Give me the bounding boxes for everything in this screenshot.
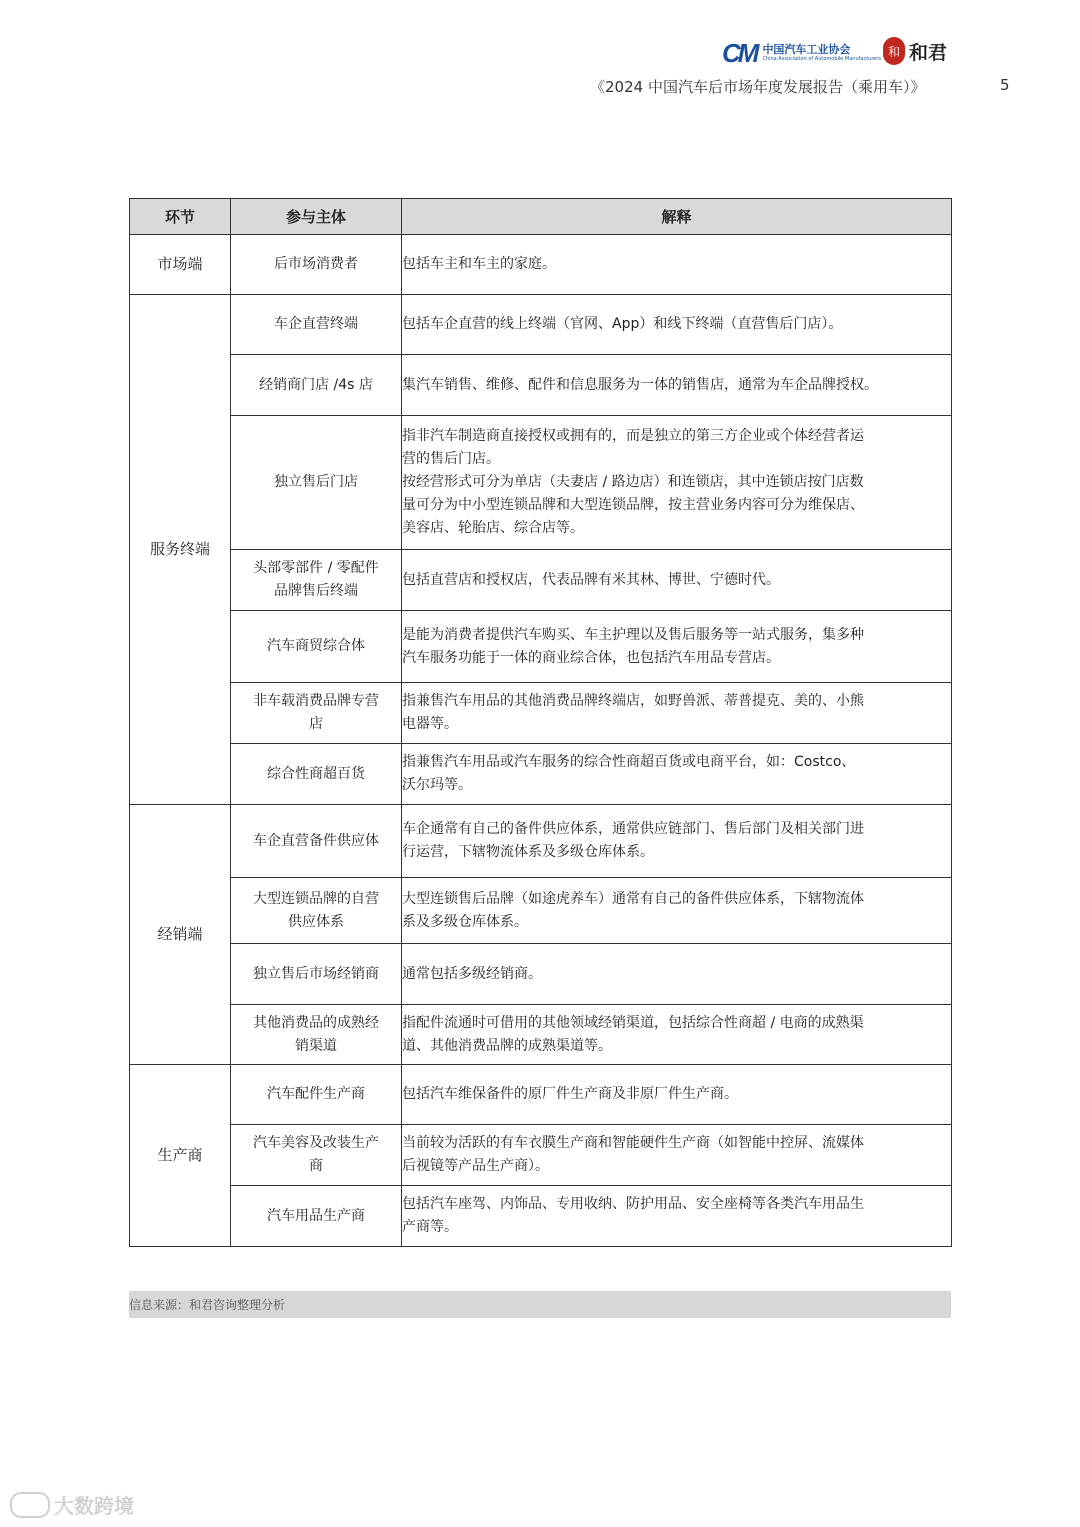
participant-cell [231,235,402,295]
column-header: 参与主体 [231,199,402,235]
participant-cell [231,744,402,805]
text-line: 包括车企直营的线上终端（官网、App）和线下终端（直营售后门店）。 [402,316,843,332]
text-line: 指兼售汽车用品或汽车服务的综合性商超百货或电商平台，如：Costco、 [402,754,856,770]
participant-cell [231,878,402,944]
segment-cell: 经销端 [130,805,231,1065]
text-line: 汽车商贸综合体 [267,638,365,654]
text-line: 汽车美容及改装生产 [253,1135,379,1151]
text-line: 指非汽车制造商直接授权或拥有的，而是独立的第三方企业或个体经营者运 [402,428,864,444]
participant-cell [231,1186,402,1247]
text-line: 营的售后门店。 [402,451,500,467]
participant-cell [231,611,402,683]
text-line: 包括直营店和授权店，代表品牌有米其林、博世、宁德时代。 [402,571,780,588]
table-row [130,550,952,611]
participant-cell [231,355,402,416]
table-row [130,1005,952,1065]
text-line: 车企通常有自己的备件供应体系，通常供应链部门、售后部门及相关部门进 [402,821,864,837]
table-row [130,1125,952,1186]
text-line: 独立售后市场经销商 [253,965,379,982]
description-cell [402,355,952,416]
participants-table [129,198,952,1247]
text-line: 包括汽车维保备件的原厂件生产商及非原厂件生产商。 [402,1086,738,1102]
text-line: 指配件流通时可借用的其他领域经销渠道，包括综合性商超 / 电商的成熟渠 [402,1014,864,1031]
text-line: 供应体系 [288,913,344,930]
caam-logo-cn: 中国汽车工业协会 [762,43,851,56]
text-line: 经销商门店 /4s 店 [259,376,373,393]
description-cell [402,235,952,295]
column-header: 解释 [402,199,952,235]
text-line: 店 [309,716,323,732]
text-line: 后市场消费者 [274,256,358,272]
segment-cell: 市场端 [130,235,231,295]
text-line: 系及多级仓库体系。 [402,913,528,930]
report-title: 《2024 中国汽车后市场年度发展报告（乘用车）》 [590,78,926,96]
table-row [130,416,952,550]
segment-cell: 服务终端 [130,295,231,805]
table-row [130,878,952,944]
text-line: 包括汽车座驾、内饰品、专用收纳、防护用品、安全座椅等各类汽车用品生 [402,1196,864,1212]
description-cell [402,944,952,1005]
text-line: 商 [309,1158,323,1174]
participant-cell [231,295,402,355]
text-line: 汽车配件生产商 [267,1086,365,1102]
text-line: 集汽车销售、维修、配件和信息服务为一体的销售店，通常为车企品牌授权。 [402,376,878,393]
table-row [130,944,952,1005]
participant-cell [231,944,402,1005]
participant-cell [231,683,402,744]
caam-logo-mark: CM [722,37,757,68]
text-line: 头部零部件 / 零配件 [253,560,379,576]
text-line: 品牌售后终端 [274,583,358,599]
source-note: 信息来源：和君咨询整理分析 [129,1298,286,1312]
text-line: 其他消费品的成熟经 [253,1014,379,1031]
table-header-row [130,199,952,235]
watermark-logo-icon [10,1492,50,1518]
text-line: 非车载消费品牌专营 [253,693,379,709]
participant-cell [231,1005,402,1065]
text-line: 汽车服务功能于一体的商业综合体，也包括汽车用品专营店。 [402,649,780,666]
text-line: 是能为消费者提供汽车购买、车主护理以及售后服务等一站式服务，集多种 [402,626,864,643]
description-cell [402,550,952,611]
table-row [130,355,952,416]
text-line: 销渠道 [295,1037,337,1054]
table-row [130,295,952,355]
description-cell [402,878,952,944]
table-row [130,235,952,295]
text-line: 沃尔玛等。 [402,777,472,793]
table-row [130,744,952,805]
participant-cell [231,550,402,611]
text-line: 综合性商超百货 [267,765,365,782]
text-line: 美容店、轮胎店、综合店等。 [402,520,584,536]
text-line: 大型连锁品牌的自营 [253,890,379,907]
table-row [130,683,952,744]
description-cell [402,611,952,683]
watermark-text: 大数跨境 [54,1494,134,1518]
description-cell [402,1005,952,1065]
hejun-logo-name: 和君 [909,41,948,64]
text-line: 通常包括多级经销商。 [402,965,542,982]
text-line: 当前较为活跃的有车衣膜生产商和智能硬件生产商（如智能中控屏、流媒体 [402,1135,864,1151]
description-cell [402,805,952,878]
column-header: 环节 [130,199,231,235]
participant-cell [231,1065,402,1125]
text-line: 车企直营备件供应体 [253,832,379,849]
description-cell [402,683,952,744]
text-line: 大型连锁售后品牌（如途虎养车）通常有自己的备件供应体系，下辖物流体 [402,890,864,907]
text-line: 电器等。 [402,716,458,732]
participant-cell [231,805,402,878]
table-row [130,611,952,683]
source-bar [129,1291,951,1318]
text-line: 按经营形式可分为单店（夫妻店 / 路边店）和连锁店，其中连锁店按门店数 [402,474,864,490]
text-line: 行运营，下辖物流体系及多级仓库体系。 [402,844,654,860]
description-cell [402,416,952,550]
hejun-logo [883,37,947,65]
description-cell [402,1065,952,1125]
page-number: 5 [1000,76,1010,94]
hejun-seal-icon: 和 [883,37,905,65]
text-line: 产商等。 [402,1219,458,1235]
table-row [130,1186,952,1247]
table-row [130,1065,952,1125]
description-cell [402,1186,952,1247]
caam-logo [722,38,881,68]
text-line: 汽车用品生产商 [267,1207,365,1224]
participant-cell [231,1125,402,1186]
description-cell [402,295,952,355]
watermark [10,1490,134,1519]
text-line: 量可分为中小型连锁品牌和大型连锁品牌，按主营业务内容可分为维保店、 [402,497,864,513]
text-line: 包括车主和车主的家庭。 [402,256,556,272]
table-row [130,805,952,878]
text-line: 独立售后门店 [274,474,358,490]
text-line: 后视镜等产品生产商）。 [402,1158,549,1174]
caam-logo-en: China Association of Automobile Manufacturers [762,56,882,62]
description-cell [402,1125,952,1186]
text-line: 指兼售汽车用品的其他消费品牌终端店，如野兽派、蒂普提克、美的、小熊 [402,693,864,709]
text-line: 车企直营终端 [274,316,358,332]
description-cell [402,744,952,805]
participant-cell [231,416,402,550]
segment-cell: 生产商 [130,1065,231,1247]
text-line: 道、其他消费品牌的成熟渠道等。 [402,1037,612,1054]
